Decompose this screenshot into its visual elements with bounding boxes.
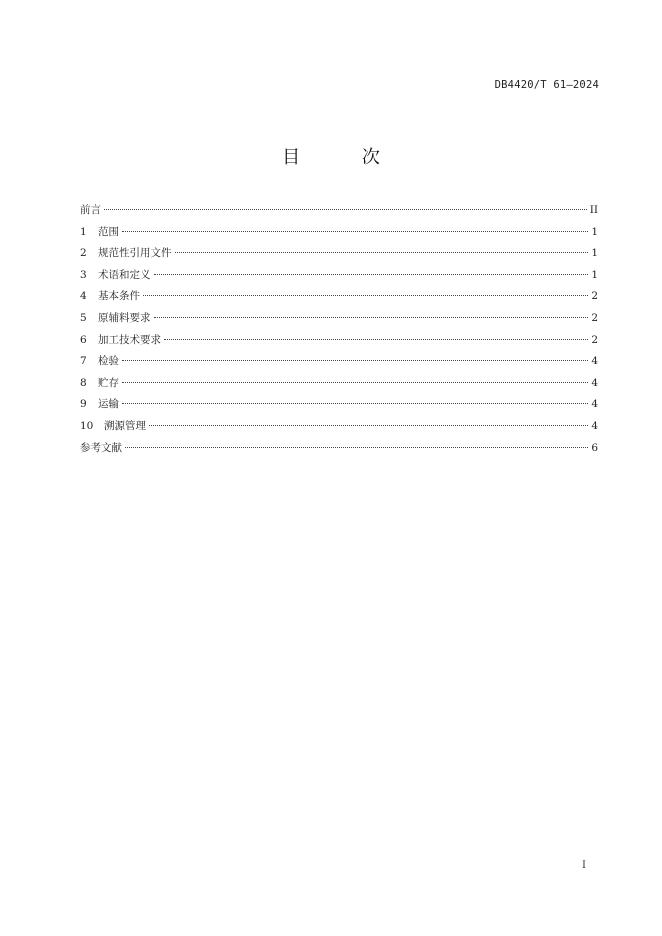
toc-dot-leader [122, 231, 588, 232]
toc-entry-label: 前言 [80, 204, 101, 216]
toc-entry-raw-materials[interactable] [80, 308, 598, 330]
toc-entry-page: 2 [591, 311, 598, 324]
toc-entry-label: 加工技术要求 [98, 333, 161, 346]
toc-dot-leader [149, 425, 588, 426]
toc-entry-label: 规范性引用文件 [98, 247, 172, 260]
toc-entry-page: 4 [591, 355, 598, 368]
toc-entry-page: II [589, 204, 598, 216]
toc-entry-label: 贮存 [98, 376, 119, 389]
toc-entry-number: 10 [80, 419, 94, 432]
toc-entry-label: 范围 [98, 225, 119, 238]
page-number: I [582, 860, 586, 871]
toc-entry-page: 4 [591, 398, 598, 411]
toc-entry-label: 原辅料要求 [98, 311, 151, 324]
toc-entry-number: 1 [80, 225, 87, 238]
toc-entry-number: 7 [80, 355, 87, 368]
toc-entry-label: 检验 [98, 355, 119, 368]
toc-entry-bibliography[interactable] [80, 438, 598, 460]
toc-entry-number: 5 [80, 311, 87, 324]
toc-entry-page: 4 [591, 376, 598, 389]
toc-title: 目 次 [282, 147, 408, 168]
toc-entry-scope[interactable] [80, 222, 598, 244]
toc-dot-leader [154, 274, 589, 275]
toc-entry-number: 8 [80, 376, 87, 389]
toc-entry-normative-references[interactable] [80, 243, 598, 265]
toc-dot-leader [125, 447, 588, 448]
toc-entry-page: 2 [591, 290, 598, 303]
toc-entry-page: 1 [591, 225, 598, 238]
toc-dot-leader [175, 252, 589, 253]
toc-entry-page: 2 [591, 333, 598, 346]
toc-dot-leader [143, 295, 588, 296]
toc-entry-page: 4 [591, 419, 598, 432]
toc-dot-leader [122, 382, 588, 383]
toc-dot-leader [104, 209, 587, 210]
toc-dot-leader [122, 403, 588, 404]
toc-entry-label: 参考文献 [80, 441, 122, 454]
toc-entry-processing-requirements[interactable] [80, 330, 598, 352]
toc-entry-number: 9 [80, 398, 87, 411]
toc-entry-number: 2 [80, 247, 87, 260]
toc-entry-transport[interactable] [80, 394, 598, 416]
toc-entry-page: 1 [591, 247, 598, 260]
toc-entry-label: 运输 [98, 398, 119, 411]
toc-entry-label: 术语和定义 [98, 268, 151, 281]
toc-dot-leader [164, 339, 588, 340]
toc-entry-storage[interactable] [80, 373, 598, 395]
toc-entry-basic-conditions[interactable] [80, 286, 598, 308]
toc-entry-number: 3 [80, 268, 87, 281]
toc-dot-leader [154, 317, 589, 318]
toc-entry-page: 1 [591, 268, 598, 281]
toc-entry-number: 4 [80, 290, 87, 303]
document-code: DB4420/T 61—2024 [494, 79, 599, 91]
toc-entry-page: 6 [591, 441, 598, 454]
toc-entry-terms-definitions[interactable] [80, 265, 598, 287]
toc-entry-inspection[interactable] [80, 351, 598, 373]
toc-dot-leader [122, 360, 588, 361]
toc-entry-label: 溯源管理 [104, 419, 146, 432]
toc-entry-number: 6 [80, 333, 87, 346]
toc-entry-label: 基本条件 [98, 290, 140, 303]
toc-entry-foreword[interactable] [80, 200, 598, 222]
toc-entry-traceability[interactable] [80, 416, 598, 438]
table-of-contents [80, 200, 598, 459]
